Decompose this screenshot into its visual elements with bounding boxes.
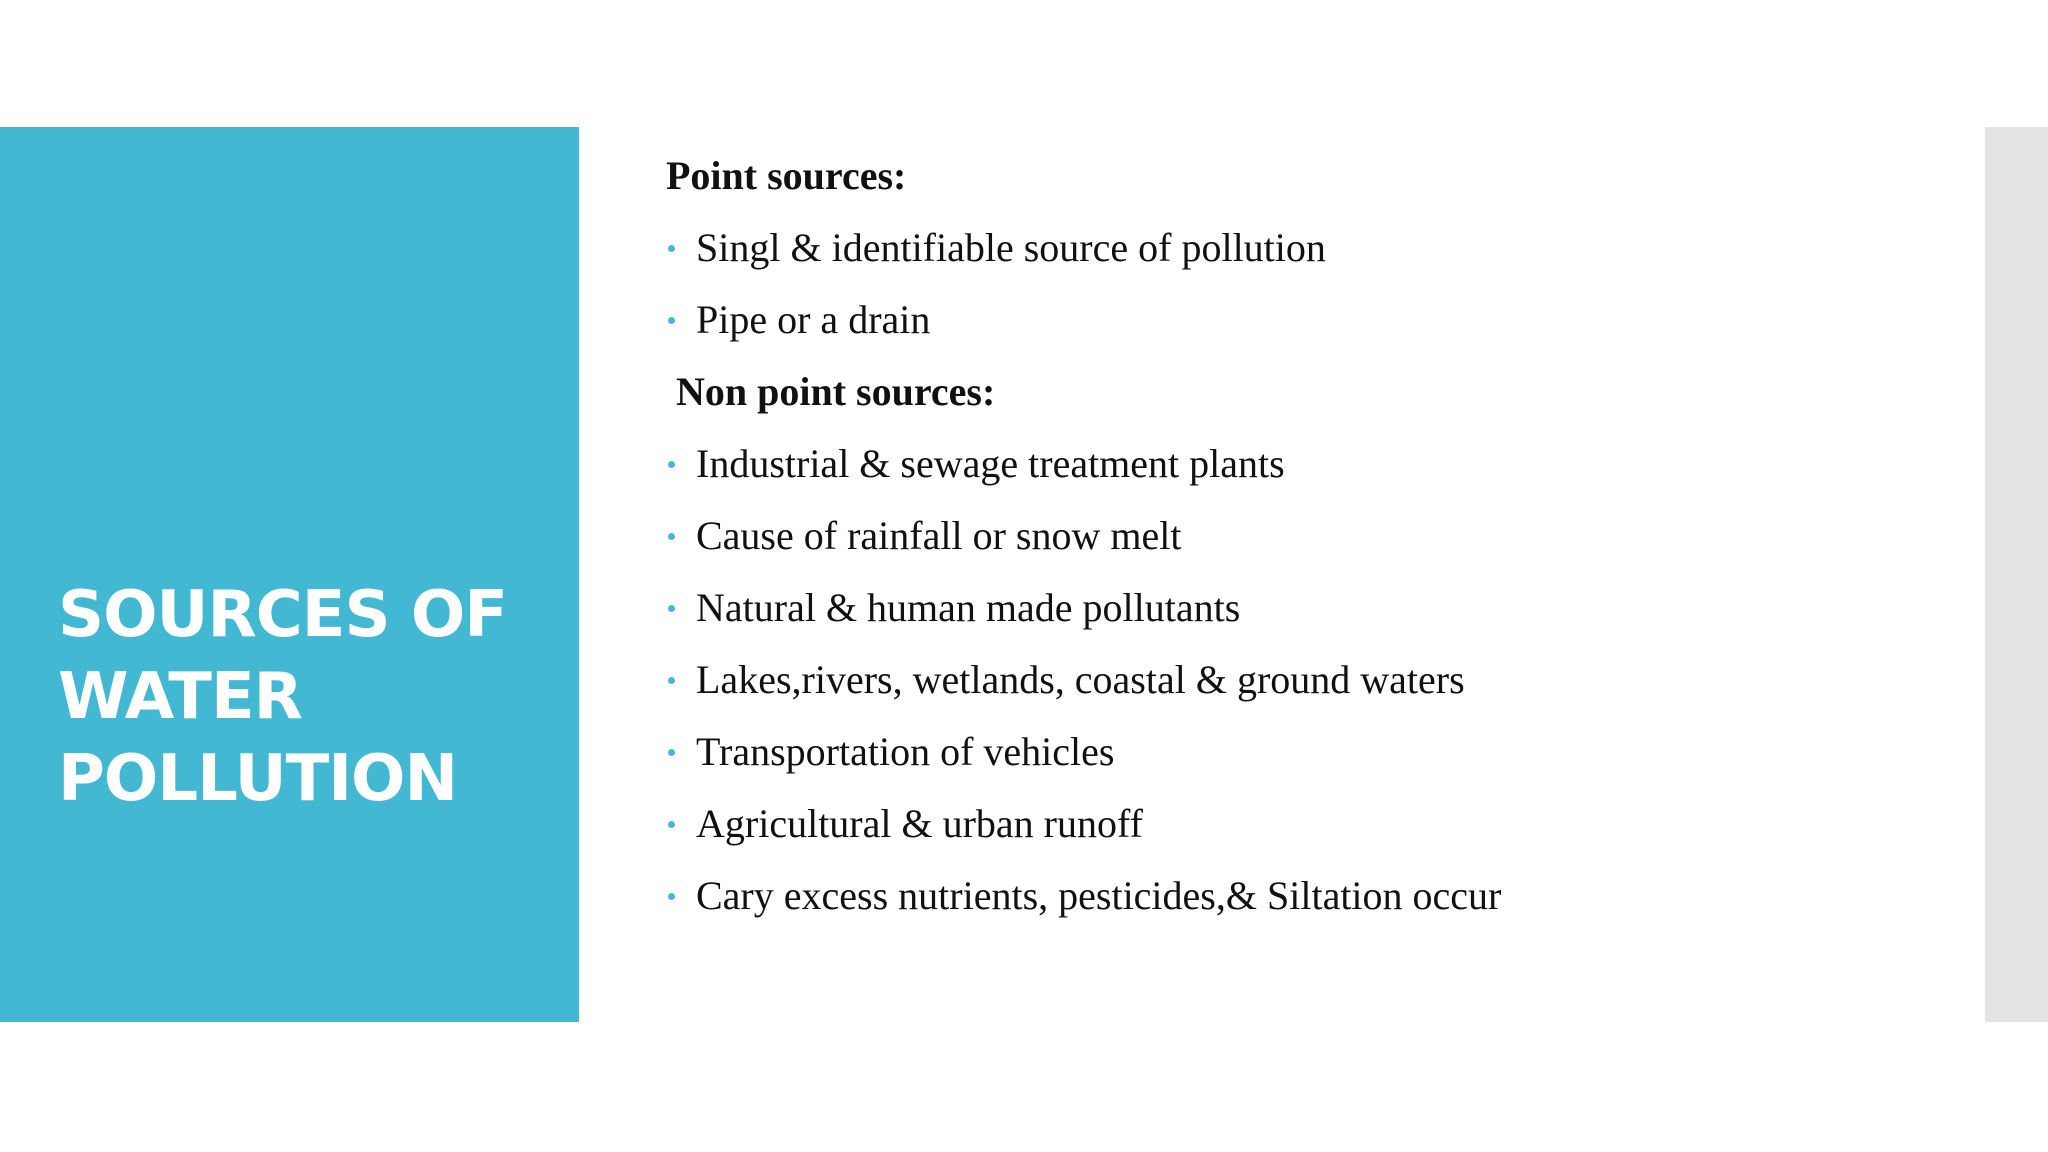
list-item [666,428,1966,500]
list-item-text: Singl & identifiable source of pollution [696,225,1326,270]
slide-title-line-2: WATER [58,660,302,734]
title-panel [0,127,579,1022]
slide-title-line-1: SOURCES OF [58,578,507,652]
list-item [666,572,1966,644]
bullet-icon [668,821,675,828]
slide-title-line-3: POLLUTION [58,742,457,816]
list-item [666,500,1966,572]
list-item-text: Cary excess nutrients, pesticides,& Siltation occur [696,873,1502,918]
bullet-icon [668,461,675,468]
list-item [666,716,1966,788]
list-item-text: Pipe or a drain [696,297,931,342]
list-item-text: Industrial & sewage treatment plants [696,441,1285,486]
list-item-text: Agricultural & urban runoff [696,801,1143,846]
right-side-bar [1985,127,2048,1022]
point-sources-heading: Point sources: [666,153,907,198]
bullet-icon [668,677,675,684]
list-item-text: Cause of rainfall or snow melt [696,513,1182,558]
bullet-icon [668,605,675,612]
list-item-text: Transportation of vehicles [696,729,1115,774]
bullet-icon [668,533,675,540]
non-point-sources-list [666,428,1966,932]
list-item [666,284,1966,356]
non-point-sources-heading: Non point sources: [676,369,996,414]
point-sources-list [666,212,1966,356]
list-item [666,788,1966,860]
slide-title [58,574,558,820]
list-item-text: Natural & human made pollutants [696,585,1241,630]
list-item-text: Lakes,rivers, wetlands, coastal & ground waters [696,657,1465,702]
content-body [666,140,1966,932]
list-item [666,644,1966,716]
list-item [666,212,1966,284]
bullet-icon [668,317,675,324]
list-item [666,860,1966,932]
bullet-icon [668,245,675,252]
bullet-icon [668,893,675,900]
bullet-icon [668,749,675,756]
